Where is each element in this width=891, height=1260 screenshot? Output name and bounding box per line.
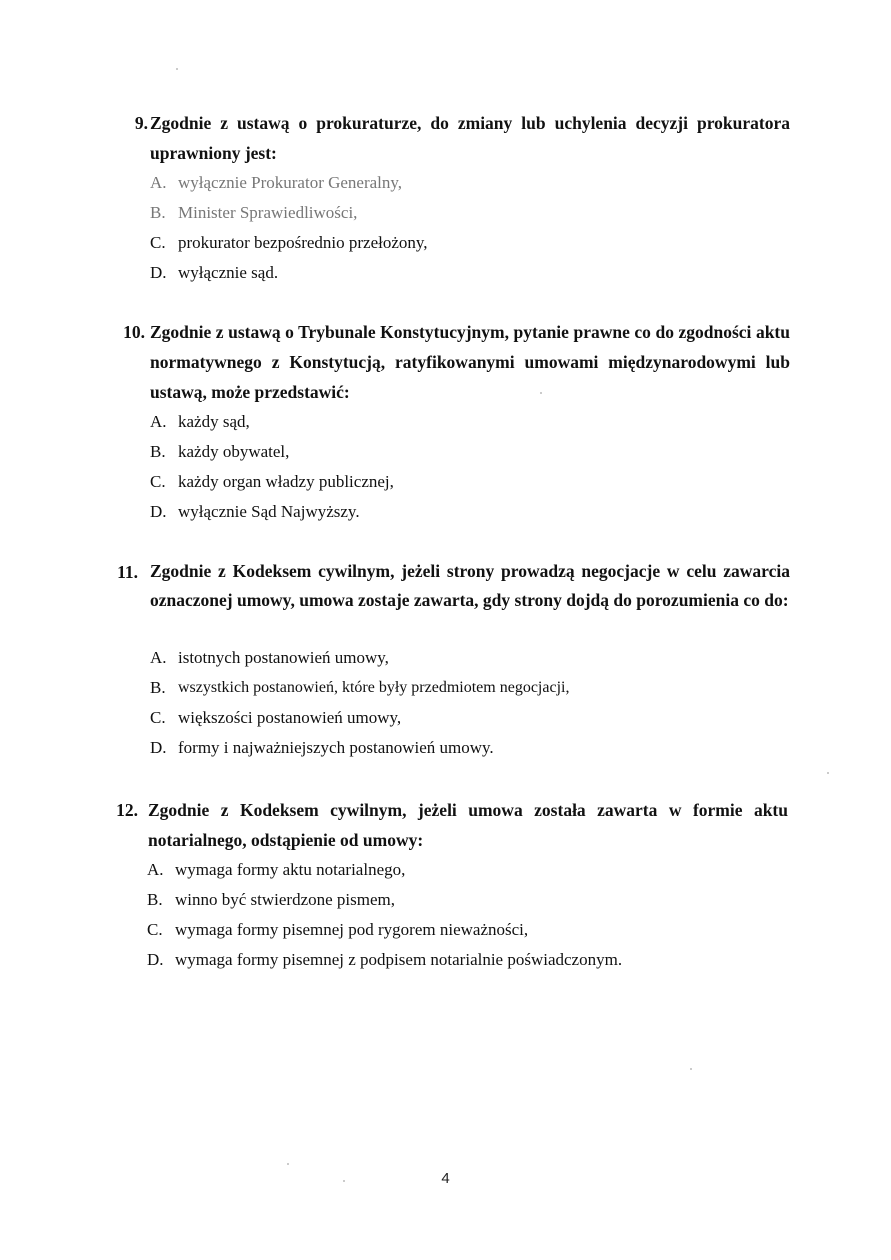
scan-speck xyxy=(690,1068,692,1070)
answer-letter: C. xyxy=(147,920,163,939)
answer-letter: A. xyxy=(147,860,164,879)
answer-letter: D. xyxy=(147,950,164,969)
answer-letter: A. xyxy=(150,173,167,192)
answer-c xyxy=(150,467,810,497)
scan-speck xyxy=(540,392,542,394)
answer-d xyxy=(150,733,810,763)
answer-text: wyłącznie Prokurator Generalny, xyxy=(178,173,403,192)
answer-text: wyłącznie sąd. xyxy=(178,263,279,282)
answer-c xyxy=(150,703,810,733)
question-text: Zgodnie z ustawą o Trybunale Konstytucyjnym, pytanie prawne co do zgodności aktu normatywnego z Konstytucją, ratyfikowanymi umowami międzynarodowymi lub ustawą, może przedstawić: xyxy=(150,322,790,402)
answer-letter: B. xyxy=(150,442,166,461)
question-11 xyxy=(0,557,891,757)
question-number: 12. xyxy=(116,800,138,820)
answer-letter: C. xyxy=(150,233,166,252)
answer-d xyxy=(150,497,810,527)
answer-text: istotnych postanowień umowy, xyxy=(178,648,389,667)
answer-text: winno być stwierdzone pismem, xyxy=(175,890,396,909)
answer-text: formy i najważniejszych postanowień umowy. xyxy=(178,738,494,757)
answer-letter: D. xyxy=(150,263,167,282)
answer-letter: D. xyxy=(150,738,167,757)
answer-list xyxy=(150,643,810,763)
answer-letter: A. xyxy=(150,412,167,431)
question-text: Zgodnie z Kodeksem cywilnym, jeżeli strony prowadzą negocjacje w celu zawarcia oznaczonej umowy, umowa zostaje zawarta, gdy strony dojdą do porozumienia co do: xyxy=(150,561,790,610)
question-text: Zgodnie z Kodeksem cywilnym, jeżeli umowa została zawarta w formie aktu notarialnego, odstąpienie od umowy: xyxy=(148,800,788,850)
answer-text: wymaga formy pisemnej pod rygorem nieważności, xyxy=(175,920,529,939)
answer-text: wymaga formy pisemnej z podpisem notarialnie poświadczonym. xyxy=(175,950,623,969)
answer-text: prokurator bezpośrednio przełożony, xyxy=(178,233,428,252)
scan-speck xyxy=(287,1163,289,1165)
answer-a xyxy=(150,168,810,198)
question-number: 10. xyxy=(123,322,145,342)
answer-letter: B. xyxy=(150,678,166,697)
answer-letter: B. xyxy=(147,890,163,909)
answer-b xyxy=(150,198,810,228)
question-stem xyxy=(0,557,891,643)
question-stem xyxy=(0,317,891,407)
question-stem xyxy=(0,795,891,855)
answer-a xyxy=(150,643,810,673)
answer-letter: B. xyxy=(150,203,166,222)
answer-b xyxy=(150,437,810,467)
answer-list xyxy=(150,407,810,527)
answer-letter: C. xyxy=(150,708,166,727)
question-10 xyxy=(0,317,891,521)
answer-text: wszystkich postanowień, które były przedmiotem negocjacji, xyxy=(178,679,570,696)
answer-text: większości postanowień umowy, xyxy=(178,708,402,727)
answer-d xyxy=(150,258,810,288)
scan-speck xyxy=(827,772,829,774)
answer-b xyxy=(147,885,807,915)
question-number: 11. xyxy=(117,562,138,582)
question-9 xyxy=(0,108,891,282)
answer-letter: A. xyxy=(150,648,167,667)
answer-list xyxy=(147,855,807,975)
question-number: 9. xyxy=(134,113,148,133)
answer-text: wymaga formy aktu notarialnego, xyxy=(175,860,406,879)
answer-text: wyłącznie Sąd Najwyższy. xyxy=(178,502,360,521)
answer-text: Minister Sprawiedliwości, xyxy=(178,203,358,222)
answer-a xyxy=(147,855,807,885)
answer-d xyxy=(147,945,807,975)
answer-letter: C. xyxy=(150,472,166,491)
answer-text: każdy sąd, xyxy=(178,412,250,431)
question-text: Zgodnie z ustawą o prokuraturze, do zmiany lub uchylenia decyzji prokuratora uprawniony jest: xyxy=(150,113,790,163)
answer-text: każdy obywatel, xyxy=(178,442,290,461)
question-stem xyxy=(0,108,891,168)
answer-letter: D. xyxy=(150,502,167,521)
answer-c xyxy=(150,228,810,258)
answer-list xyxy=(150,168,810,288)
answer-text: każdy organ władzy publicznej, xyxy=(178,472,394,491)
answer-b xyxy=(150,673,810,703)
answer-a xyxy=(150,407,810,437)
page-number: 4 xyxy=(441,1170,450,1187)
scan-speck xyxy=(176,68,178,70)
answer-c xyxy=(147,915,807,945)
question-12 xyxy=(0,795,891,969)
